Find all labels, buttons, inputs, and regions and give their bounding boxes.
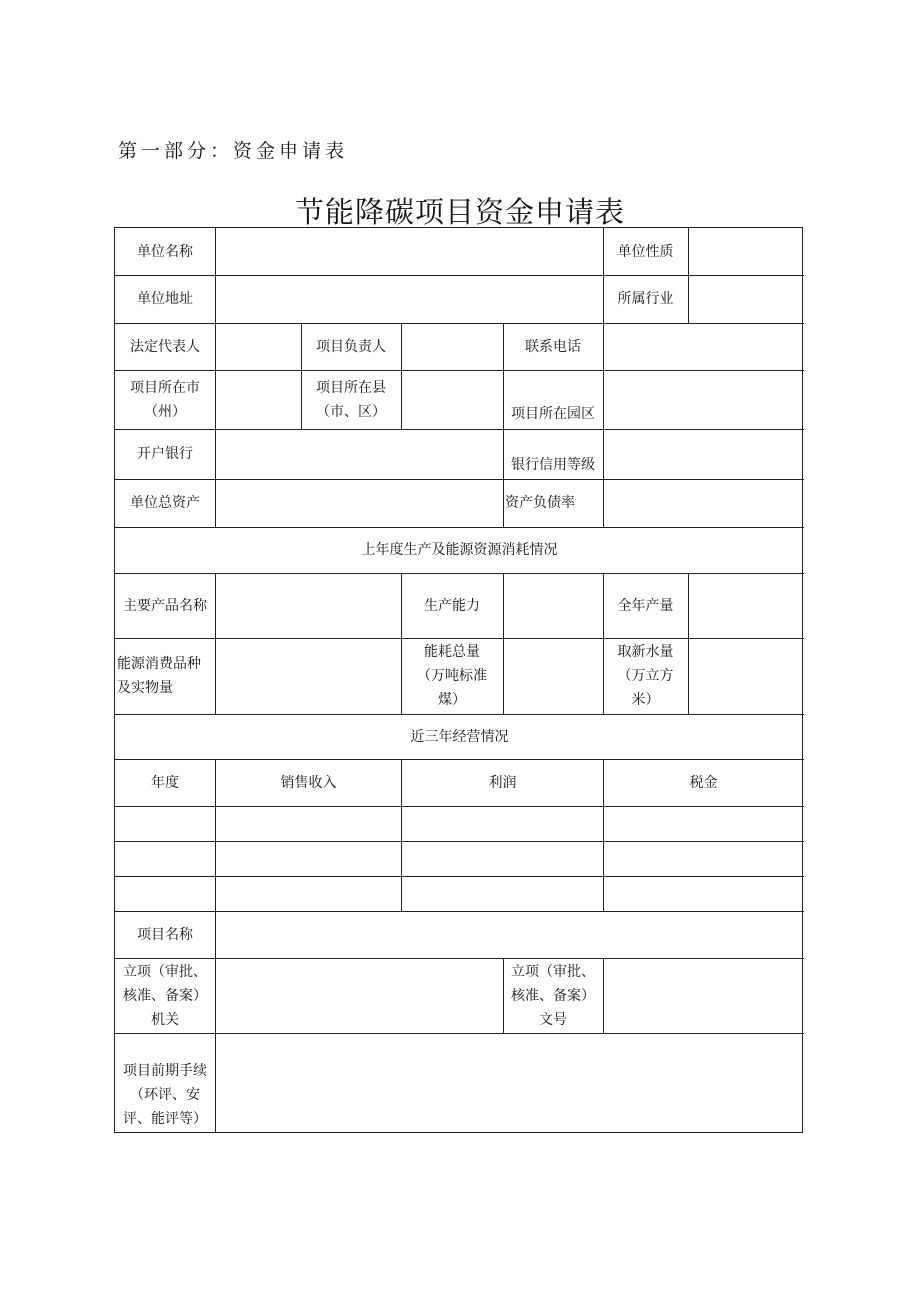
project-county-field[interactable] [402, 370, 503, 429]
legal-rep-field[interactable] [216, 323, 301, 370]
unit-address-label: 单位地址 [137, 291, 193, 307]
debt-ratio-field[interactable] [604, 479, 803, 527]
approval-doc-field[interactable] [604, 958, 803, 1033]
project-park-label: 项目所在园区 [511, 406, 595, 422]
annual-output-field[interactable] [689, 573, 803, 638]
total-assets-field[interactable] [216, 479, 503, 527]
project-city-field[interactable] [216, 370, 301, 429]
legal-rep-label: 法定代表人 [130, 338, 200, 355]
unit-name-field[interactable] [216, 228, 603, 275]
bank-label: 开户银行 [137, 446, 193, 462]
energy-total-field[interactable] [504, 638, 603, 714]
energy-total-label: 能耗总量 （万吨标准 煤） [417, 644, 487, 708]
ops-sales-cell[interactable] [216, 806, 401, 841]
energy-varieties-field[interactable] [216, 638, 401, 714]
ops-year-cell[interactable] [115, 876, 215, 911]
main-product-field[interactable] [216, 573, 401, 638]
form-title: 节能降碳项目资金申请表 [294, 195, 625, 229]
tax-header: 税金 [689, 774, 718, 791]
ops-sales-cell[interactable] [216, 876, 401, 911]
prior-procedures-field[interactable] [216, 1033, 803, 1133]
profit-header: 利润 [488, 774, 517, 791]
ops-tax-cell[interactable] [604, 876, 803, 911]
total-assets-label: 单位总资产 [130, 495, 200, 511]
project-name-label: 项目名称 [137, 926, 193, 943]
section-heading: 第一部分：资金申请表 [118, 140, 349, 162]
capacity-label: 生产能力 [424, 597, 480, 614]
main-product-label: 主要产品名称 [123, 597, 207, 614]
debt-ratio-label: 资产负债率 [505, 495, 575, 511]
ops-year-cell[interactable] [115, 841, 215, 876]
annual-output-label: 全年产量 [617, 597, 674, 614]
ops-section-title: 近三年经营情况 [410, 728, 509, 745]
bank-credit-label: 银行信用等级 [511, 457, 595, 473]
ops-profit-cell[interactable] [402, 841, 603, 876]
industry-field[interactable] [689, 275, 803, 323]
year-header: 年度 [151, 774, 179, 791]
approval-authority-field[interactable] [216, 958, 503, 1033]
ops-tax-cell[interactable] [604, 806, 803, 841]
ops-tax-cell[interactable] [604, 841, 803, 876]
ops-sales-cell[interactable] [216, 841, 401, 876]
water-intake-label: 取新水量 （万立方 米） [617, 644, 674, 708]
contact-phone-field[interactable] [604, 323, 803, 370]
approval-authority-label: 立项（审批、 核准、备案） 机关 [123, 963, 207, 1028]
industry-label: 所属行业 [617, 291, 674, 307]
project-name-field[interactable] [216, 911, 803, 958]
bank-field[interactable] [216, 429, 503, 479]
contact-phone-label: 联系电话 [525, 338, 581, 355]
energy-varieties-label: 能源消费品种 及实物量 [117, 656, 201, 696]
project-leader-field[interactable] [402, 323, 503, 370]
ops-year-cell[interactable] [115, 806, 215, 841]
ops-profit-cell[interactable] [402, 806, 603, 841]
project-county-label: 项目所在县 （市、区） [316, 379, 386, 420]
project-park-field[interactable] [604, 370, 803, 429]
unit-nature-label: 单位性质 [617, 243, 674, 260]
project-leader-label: 项目负责人 [316, 338, 386, 355]
application-form-table [114, 227, 803, 1133]
unit-name-label: 单位名称 [137, 243, 193, 260]
project-city-label: 项目所在市 （州） [130, 379, 200, 420]
unit-nature-field[interactable] [689, 228, 803, 275]
bank-credit-field[interactable] [604, 429, 803, 479]
prior-procedures-label: 项目前期手续 （环评、安 评、能评等） [123, 1063, 207, 1127]
approval-doc-label: 立项（审批、 核准、备案） 文号 [511, 963, 595, 1028]
sales-header: 销售收入 [280, 774, 337, 791]
energy-section-title: 上年度生产及能源资源消耗情况 [361, 542, 558, 558]
ops-profit-cell[interactable] [402, 876, 603, 911]
water-intake-field[interactable] [689, 638, 803, 714]
capacity-field[interactable] [504, 573, 603, 638]
unit-address-field[interactable] [216, 275, 603, 323]
